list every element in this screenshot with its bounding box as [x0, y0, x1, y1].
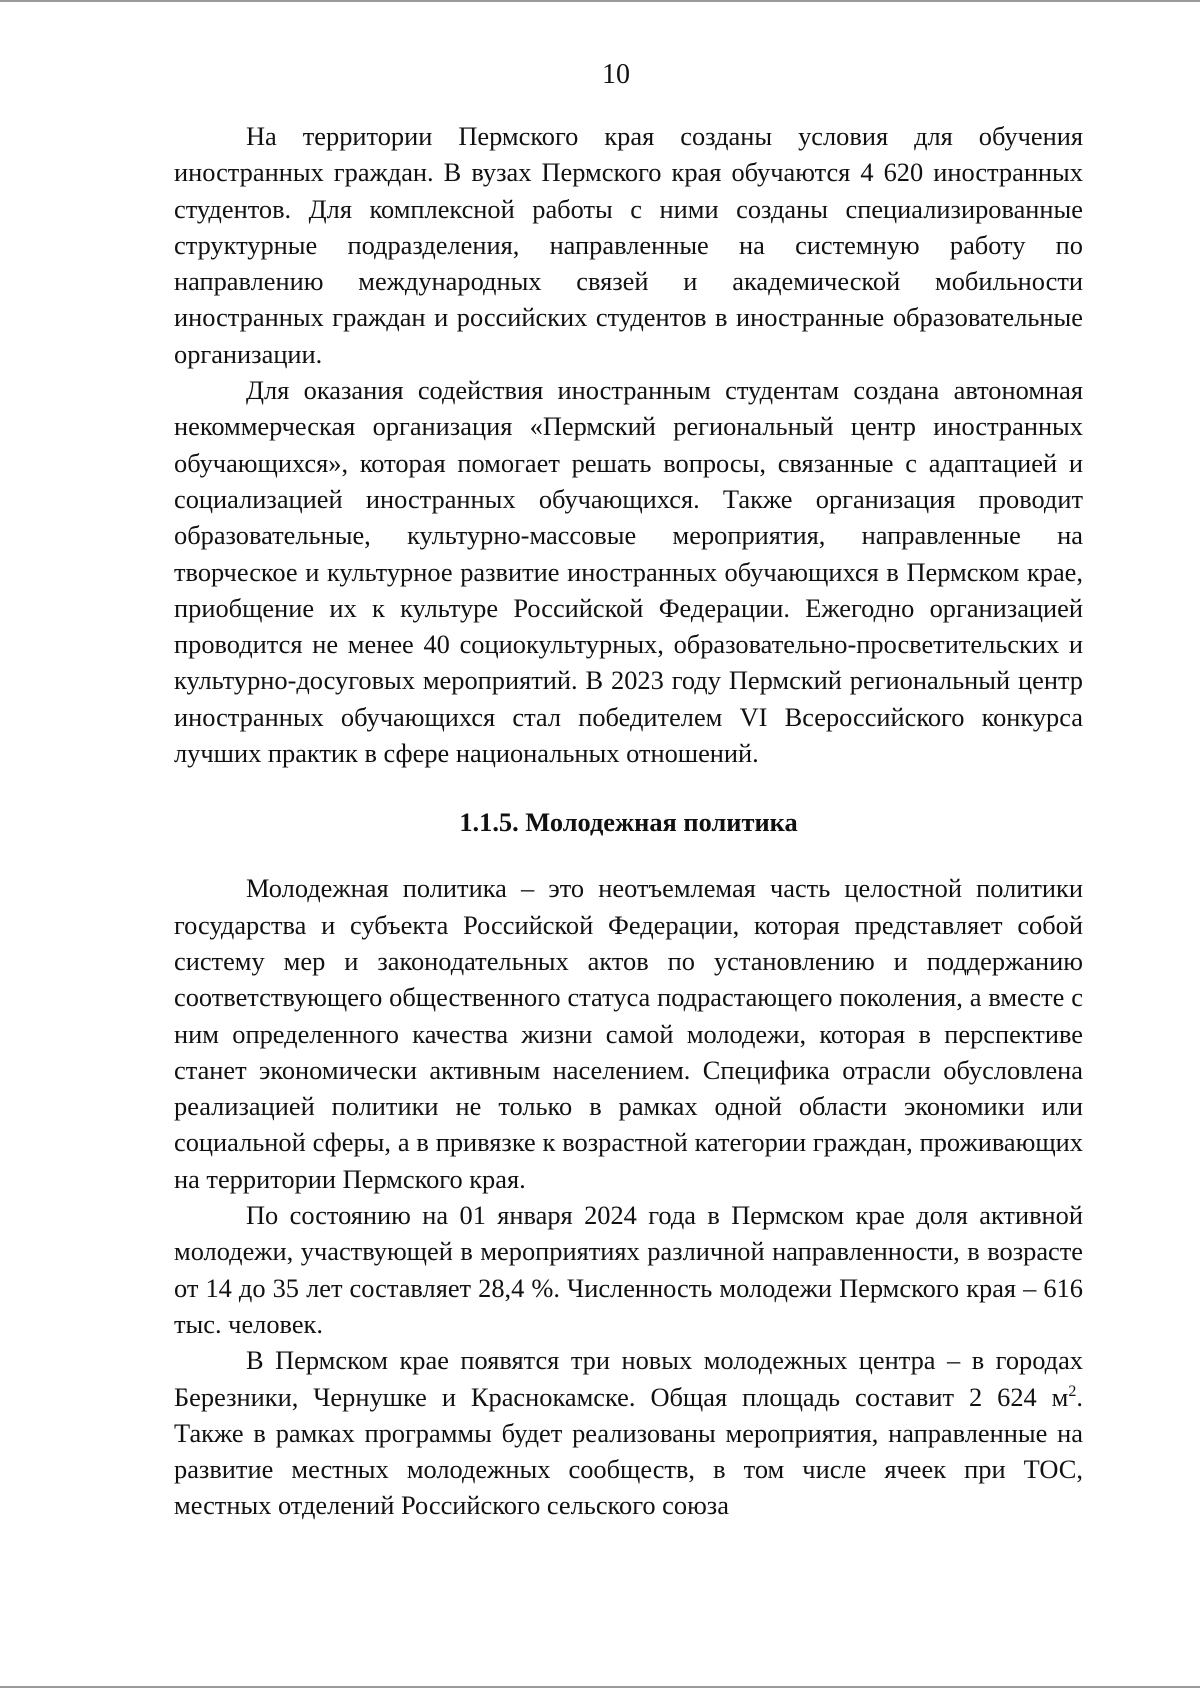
paragraph-foreign-students-conditions: На территории Пермского края созданы условия для обучения иностранных граждан. В вузах Пермского края обучаются 4 620 иностранных студентов. Для комплексной работы с ними созданы специализированные структурные подразделения, направленные на системную работу по направлению международных связей и академической мобильности иностранных граждан и российских студентов в иностранные образовательные организации. [174, 121, 1083, 369]
youth-centers-text-start: В Пермском крае появятся три новых молодежных центра – в городах Березники, Чернушке и Краснокамске. Общая площадь составит 2 624 м [174, 1345, 1083, 1412]
paragraph-foreign-students-center: Для оказания содействия иностранным студентам создана автономная некоммерческая организация «Пермский региональный центр иностранных обучающихся», которая помогает решать вопросы, связанные с адаптацией и социализацией иностранных обучающихся. Также организация проводит образовательные, культурно-массовые мероприятия, направленные на творческое и культурное развитие иностранных обучающихся в Пермском крае, приобщение их к культуре Российской Федерации. Ежегодно организацией проводится не менее 40 социокультурных, образовательно-просветительских и культурно-досуговых мероприятий. В 2023 году Пермский региональный центр иностранных обучающихся стал победителем VI Всероссийского конкурса лучших практик в сфере национальных отношений. [174, 375, 1083, 769]
section-heading: 1.1.5. Молодежная политика [459, 807, 798, 838]
page-number: 10 [602, 59, 630, 90]
square-meter-superscript: 2 [1068, 1382, 1077, 1400]
paragraph-youth-centers [174, 1342, 1083, 1523]
youth-centers-text-end: . Также в рамках программы будет реализованы мероприятия, направленные на развитие местных молодежных сообществ, в том числе ячеек при ТОС, местных отделений Российского сельского союза [174, 1381, 1083, 1521]
paragraph-youth-statistics: По состоянию на 01 января 2024 года в Пермском крае доля активной молодежи, участвующей в мероприятиях различной направленности, в возрасте от 14 до 35 лет составляет 28,4 %. Численность молодежи Пермского края – 616 тыс. человек. [174, 1200, 1083, 1339]
document-body [174, 118, 1083, 1524]
paragraph-youth-policy-definition: Молодежная политика – это неотъемлемая часть целостной политики государства и субъекта Российской Федерации, которая представляет собой систему мер и законодательных актов по установлению и поддержанию соответствующего общественного статуса подрастающего поколения, а вместе с ним определенного качества жизни самой молодежи, которая в перспективе станет экономически активным населением. Специфика отрасли обусловлена реализацией политики не только в рамках одной области экономики или социальной сферы, а в привязке к возрастной категории граждан, проживающих на территории Пермского края. [174, 873, 1083, 1194]
scan-edge-top [0, 0, 1200, 2]
